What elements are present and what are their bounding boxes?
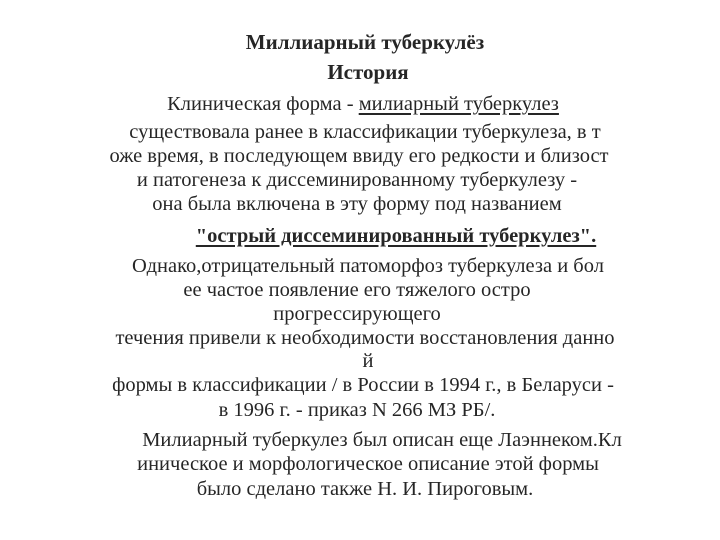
paragraph-1-line-3: оже время, в последующем ввиду его редкости и близост: [109, 145, 609, 167]
paragraph-1-line-4: и патогенеза к диссеминированному туберкулезу -: [136, 169, 578, 191]
paragraph-2-line-6: формы в классификации / в России в 1994 г., в Беларуси -: [112, 374, 614, 396]
paragraph-2-line-2: ее частое появление его тяжелого остро: [183, 279, 531, 301]
term-miliary-tuberculosis: милиарный туберкулез: [358, 93, 559, 115]
paragraph-1-line-5: она была включена в эту форму под названием: [152, 193, 562, 215]
term-acute-disseminated-text: "острый диссеминированный туберкулез".: [195, 225, 597, 247]
paragraph-2-line-3: прогрессирующего: [273, 303, 441, 325]
paragraph-3-line-1: Милиарный туберкулез был описан еще Лаэннеком.Кл: [142, 429, 622, 451]
term-acute-disseminated: [36, 224, 720, 248]
paragraph-1-lead: Клиническая форма -: [167, 93, 359, 115]
paragraph-2-line-1: Однако,отрицательный патоморфоз туберкулеза и бол: [132, 255, 604, 277]
paragraph-2-line-7: в 1996 г. - приказ N 266 МЗ РБ/.: [218, 399, 496, 421]
paragraph-1-line-2: существовала ранее в классификации туберкулеза, в т: [129, 121, 601, 143]
slide-title: Миллиарный туберкулёз: [245, 30, 485, 54]
slide-subtitle: История: [327, 60, 409, 84]
paragraph-1-line-1: [3, 92, 720, 116]
paragraph-2-line-4: течения привели к необходимости восстановления данно: [115, 327, 615, 349]
paragraph-3-line-3: было сделано также Н. И. Пироговым.: [196, 478, 534, 500]
paragraph-3-line-2: иническое и морфологическое описание этой формы: [137, 453, 599, 475]
paragraph-2-line-5: й: [362, 350, 374, 372]
